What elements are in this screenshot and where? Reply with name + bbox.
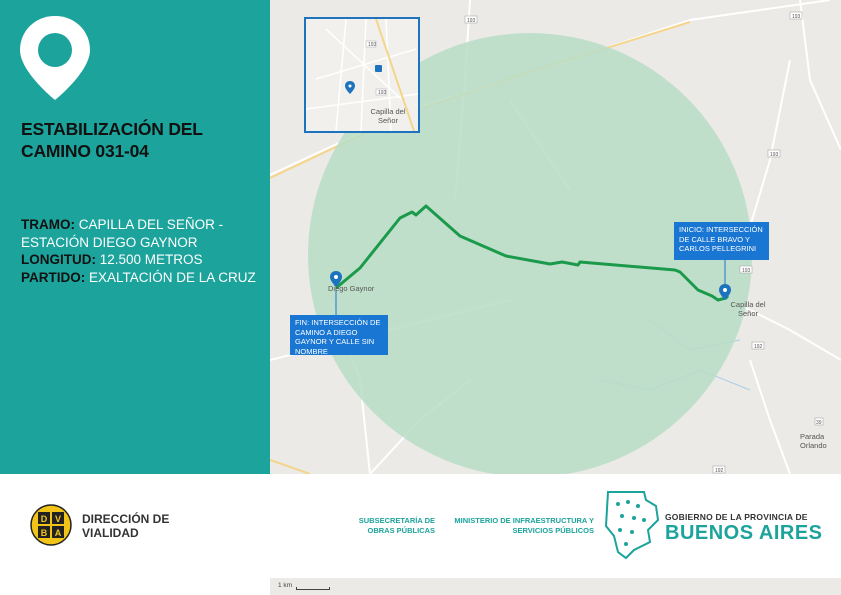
inset-place-label: Capilla del Señor: [370, 107, 406, 125]
road-badge-label: 193: [770, 152, 779, 158]
place-diego-gaynor: Diego Gaynor: [328, 284, 375, 293]
buenos-aires-province-logo-icon: [604, 490, 660, 560]
dvba-logo-icon: [30, 504, 72, 546]
scale-label: 1 km: [278, 582, 293, 589]
gobierno-provincia-label: GOBIERNO DE LA PROVINCIA DE: [665, 512, 808, 522]
subsecretaria-label: SUBSECRETARÍA DE OBRAS PÚBLICAS: [358, 516, 435, 535]
dvba-letter: B: [40, 528, 48, 538]
direccion-vialidad-name: DIRECCIÓN DE VIALIDAD: [82, 512, 170, 540]
longitud-label: LONGITUD:: [21, 252, 96, 267]
map-bottom-strip: [270, 578, 841, 595]
end-callout: FIN: INTERSECCIÓN DE CAMINO A DIEGO GAYNOR Y CALLE SIN NOMBRE: [290, 315, 388, 355]
place-parada-orlando: Parada Orlando: [800, 432, 827, 450]
tramo-value: CAPILLA DEL SEÑOR - ESTACIÓN DIEGO GAYNOR: [21, 217, 224, 250]
road-badge-label: 192: [754, 344, 763, 350]
partido-value: EXALTACIÓN DE LA CRUZ: [89, 269, 256, 285]
dvba-letter: A: [54, 528, 62, 538]
buenos-aires-label: BUENOS AIRES: [665, 522, 823, 544]
longitud-value: 12.500 METROS: [99, 252, 203, 267]
place-capilla: Capilla del Señor: [730, 300, 766, 318]
location-pin-icon: [18, 14, 92, 102]
inset-road-badge: 193: [368, 42, 377, 48]
info-panel: [0, 0, 270, 474]
road-badge-label: 193: [792, 14, 801, 20]
road-badge-label: 193: [742, 268, 751, 274]
road-badge-label: 192: [715, 468, 724, 474]
inset-road-badge: 193: [378, 90, 387, 96]
partido-label: PARTIDO:: [21, 269, 86, 285]
start-callout: INICIO: INTERSECCIÓN DE CALLE BRAVO Y CARLOS PELLEGRINI: [674, 222, 769, 260]
dvba-letter: V: [54, 514, 62, 524]
inset-map[interactable]: [304, 17, 420, 133]
scale-bar: [296, 587, 330, 590]
project-info: [21, 216, 266, 286]
road-badge-label: 193: [467, 18, 476, 24]
dvba-letter: D: [40, 514, 48, 524]
ministerio-label: MINISTERIO DE INFRAESTRUCTURA Y SERVICIOS PÚBLICOS: [454, 516, 594, 535]
road-badge-label: 39: [816, 420, 822, 426]
tramo-label: TRAMO:: [21, 217, 75, 232]
project-title: ESTABILIZACIÓN DEL CAMINO 031-04: [21, 119, 203, 161]
footer: [0, 474, 841, 578]
